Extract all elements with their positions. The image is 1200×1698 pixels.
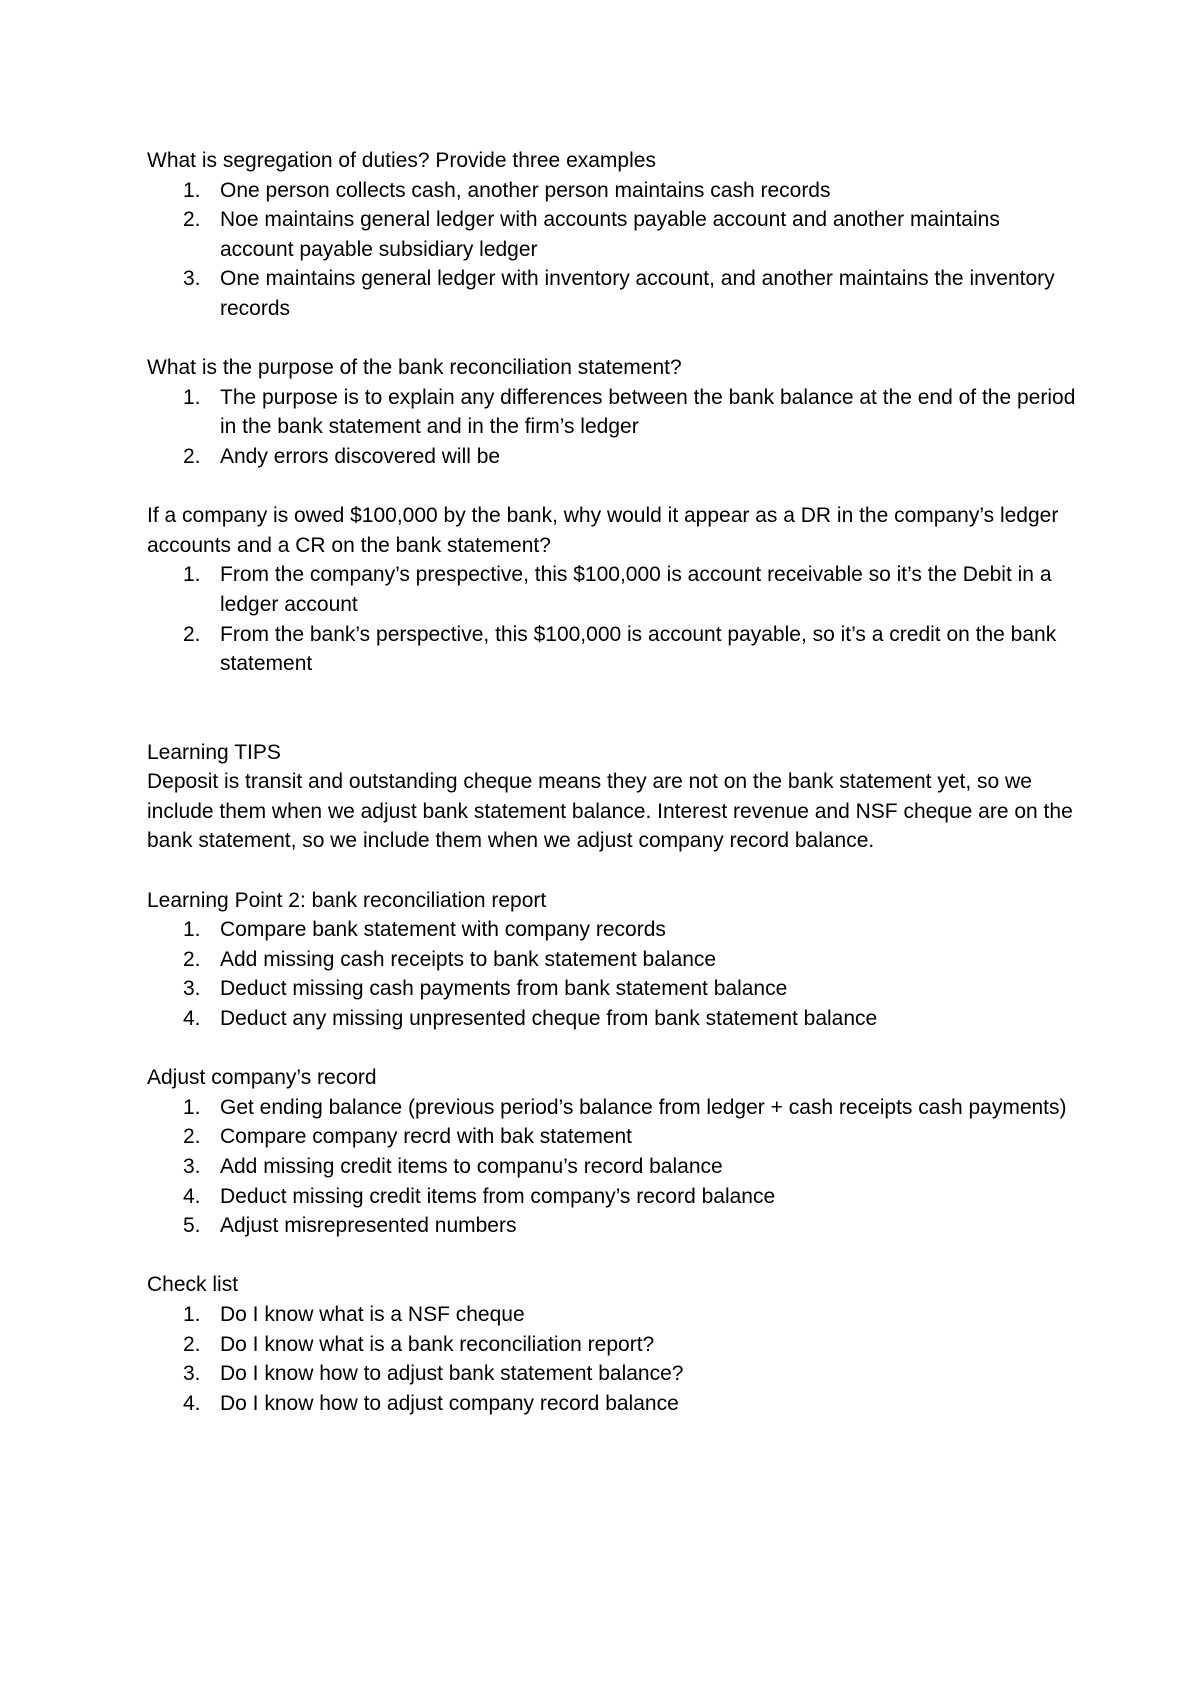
list-item [147,974,1077,1004]
section-bank-reconciliation-purpose [147,353,1077,471]
list-item [147,383,1077,442]
list-item-text: Compare bank statement with company records [220,918,666,942]
list-number: 2. [183,947,201,971]
list-number: 2. [183,622,201,646]
numbered-list [147,915,1077,1033]
list-item-text: Deduct missing credit items from company’s record balance [220,1184,776,1208]
list-number: 2. [183,1125,201,1149]
list-number: 1. [183,178,201,202]
section-heading: Adjust company’s record [147,1066,377,1090]
list-item-text: Do I know what is a bank reconciliation report? [220,1332,655,1356]
list-item [147,915,1077,945]
section-learning-point-2 [147,886,1077,1034]
list-item [147,1182,1077,1212]
section-learning-tips [147,738,1077,856]
list-item [147,176,1077,206]
list-number: 3. [183,977,201,1001]
numbered-list [147,1300,1077,1418]
list-item-text: Add missing credit items to companu’s record balance [220,1155,723,1178]
list-item-text: The purpose is to explain any differences between the bank balance at the end of the period in the bank statement and in the firm’s ledger [220,385,1076,439]
list-item [147,1211,1077,1241]
list-number: 1. [183,1095,201,1119]
list-number: 3. [183,1155,201,1178]
list-item-text: Andy errors discovered will be [220,444,501,468]
list-item [147,264,1077,323]
list-item [147,620,1077,679]
document-page [147,146,1077,1448]
list-item [147,1300,1077,1330]
list-item-text: Get ending balance (previous period’s balance from ledger + cash receipts cash payments) [220,1095,1067,1119]
list-item-text: Compare company recrd with bak statement [220,1125,633,1149]
list-item [147,1152,1077,1182]
list-item-text: Add missing cash receipts to bank statement balance [220,947,717,971]
list-item [147,1330,1077,1360]
list-number: 1. [183,563,201,587]
list-number: 2. [183,208,201,232]
numbered-list [147,176,1077,324]
list-item [147,1359,1077,1389]
list-item-text: Noe maintains general ledger with accounts payable account and another maintains account payable subsidiary ledger [220,208,1000,261]
list-item [147,205,1077,264]
numbered-list [147,1093,1077,1241]
list-item-text: Deduct missing cash payments from bank statement balance [220,977,788,1001]
list-number: 1. [183,385,201,409]
list-item-text: Do I know how to adjust bank statement balance? [220,1362,684,1386]
list-item [147,442,1077,472]
list-item-text: One maintains general ledger with inventory account, and another maintains the inventory records [220,267,1055,320]
section-check-list [147,1270,1077,1418]
list-item [147,945,1077,975]
section-heading: Learning Point 2: bank reconciliation report [147,888,547,912]
list-number: 1. [183,1302,201,1326]
numbered-list [147,560,1077,678]
list-item-text: Do I know what is a NSF cheque [220,1302,525,1326]
numbered-list [147,383,1077,472]
section-heading: What is segregation of duties? Provide three examples [147,149,656,172]
list-number: 5. [183,1214,201,1238]
list-number: 4. [183,1184,201,1208]
list-item-text: Adjust misrepresented numbers [220,1214,517,1238]
list-number: 4. [183,1007,201,1031]
list-item-text: From the bank’s perspective, this $100,000 is account payable, so it’s a credit on the bank statement [220,622,1057,676]
section-heading: If a company is owed $100,000 by the bank, why would it appear as a DR in the company’s ledger accounts and a CR on the bank statement? [147,504,1059,557]
list-item-text: From the company’s prespective, this $100,000 is account receivable so it’s the Debit in a ledger account [220,563,1052,616]
list-item-text: One person collects cash, another person maintains cash records [220,178,831,202]
list-number: 4. [183,1391,201,1415]
list-number: 3. [183,1362,201,1386]
list-number: 1. [183,918,201,942]
list-item [147,1389,1077,1419]
list-item-text: Deduct any missing unpresented cheque from bank statement balance [220,1007,878,1031]
section-heading: Learning TIPS [147,740,281,764]
list-item [147,560,1077,619]
section-heading: What is the purpose of the bank reconciliation statement? [147,356,682,380]
learning-tips-paragraph: Deposit is transit and outstanding cheque means they are not on the bank statement yet, so we include them when we adjust bank statement balance. Interest revenue and NSF cheque are on the bank statement, so we include them when we adjust company record balance. [147,770,1073,853]
list-number: 2. [183,1332,201,1356]
section-adjust-company-record [147,1063,1077,1241]
list-item-text: Do I know how to adjust company record balance [220,1391,679,1415]
section-dr-cr-question [147,501,1077,679]
list-number: 2. [183,444,201,468]
list-number: 3. [183,267,201,291]
list-item [147,1093,1077,1123]
section-segregation-of-duties [147,146,1077,324]
list-item [147,1004,1077,1034]
list-item [147,1122,1077,1152]
section-heading: Check list [147,1273,239,1297]
